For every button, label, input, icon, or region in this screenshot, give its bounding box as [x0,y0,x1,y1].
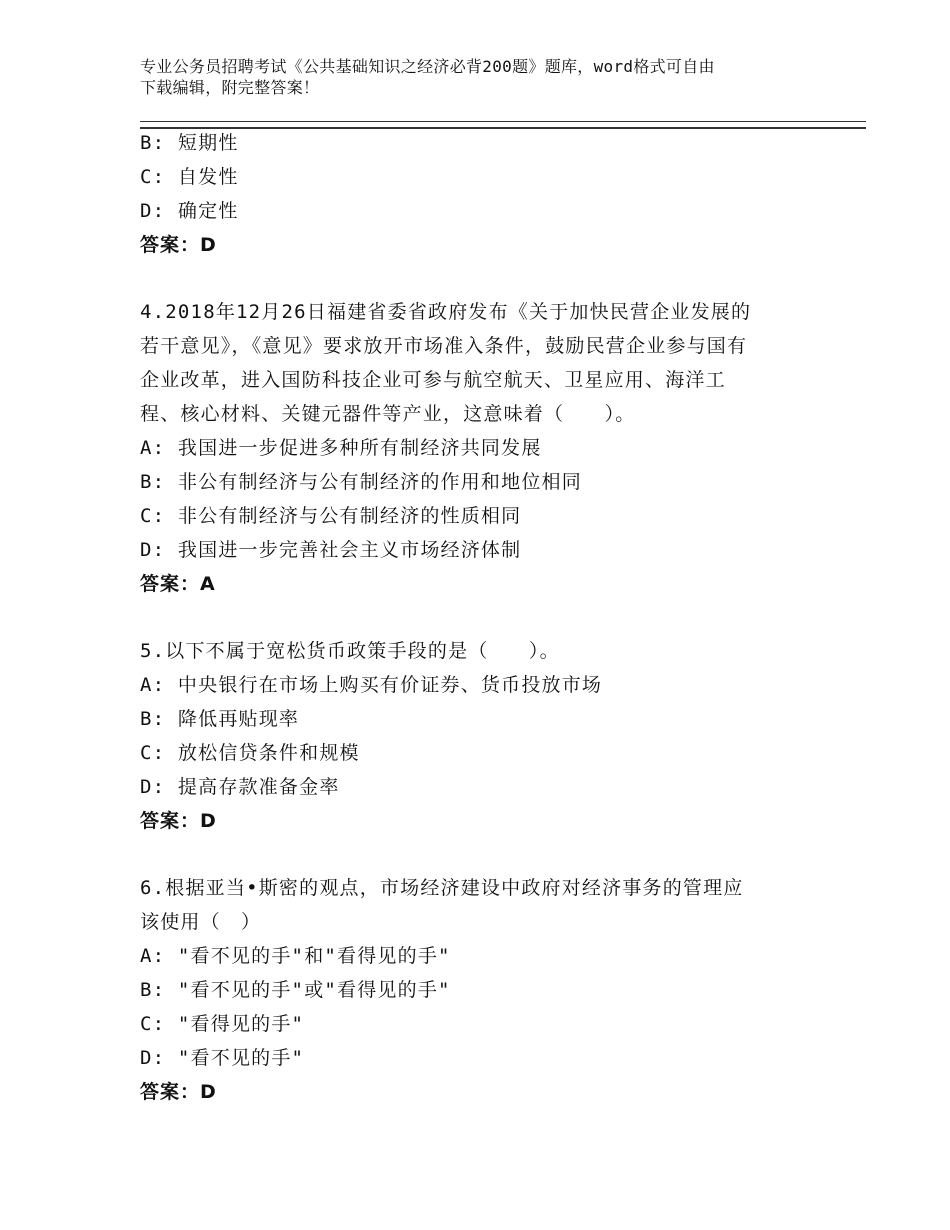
q6-option-b: B: "看不见的手"或"看得见的手" [140,979,451,1001]
page-header [140,56,820,98]
q4-option-a: A: 我国进一步促进多种所有制经济共同发展 [140,437,542,459]
question-5 [140,634,840,838]
q6-stem-line-1: 6.根据亚当•斯密的观点，市场经济建设中政府对经济事务的管理应 [140,877,744,899]
header-line-1: 专业公务员招聘考试《公共基础知识之经济必背200题》题库，word格式可自由 [140,57,715,76]
q6-stem-line-2: 该使用（ ） [140,911,262,933]
question-3 [140,126,840,262]
q4-stem-line-2: 若干意见》，《意见》要求放开市场准入条件，鼓励民营企业参与国有 [140,335,748,357]
q6-answer: 答案：D [140,1081,217,1103]
q5-option-a: A: 中央银行在市场上购买有价证券、货币投放市场 [140,674,603,696]
q4-option-d: D: 我国进一步完善社会主义市场经济体制 [140,539,522,561]
spacer [140,601,840,634]
q6-option-d: D: "看不见的手" [140,1047,305,1069]
q6-option-c: C: "看得见的手" [140,1013,305,1035]
q5-option-b: B: 降低再贴现率 [140,708,300,730]
q4-stem-line-1: 4.2018年12月26日福建省委省政府发布《关于加快民营企业发展的 [140,301,752,323]
question-6 [140,871,840,1109]
q4-stem-line-4: 程、核心材料、关键元器件等产业，这意味着（ ）。 [140,403,636,425]
header-line-2: 下载编辑，附完整答案！ [140,78,320,97]
spacer [140,838,840,871]
q4-option-c: C: 非公有制经济与公有制经济的性质相同 [140,505,522,527]
q4-option-b: B: 非公有制经济与公有制经济的作用和地位相同 [140,471,582,493]
q5-option-d: D: 提高存款准备金率 [140,776,340,798]
q5-answer: 答案：D [140,810,217,832]
q6-option-a: A: "看不见的手"和"看得见的手" [140,945,451,967]
q3-option-d: D: 确定性 [140,200,239,222]
q5-stem-line-1: 5.以下不属于宽松货币政策手段的是（ ）。 [140,640,560,662]
q3-option-c: C: 自发性 [140,166,239,188]
q3-answer: 答案：D [140,234,217,256]
question-content [140,126,840,1109]
q5-option-c: C: 放松信贷条件和规模 [140,742,360,764]
q4-answer: 答案：A [140,573,216,595]
spacer [140,262,840,295]
q4-stem-line-3: 企业改革，进入国防科技企业可参与航空航天、卫星应用、海洋工 [140,369,726,391]
q3-option-b: B: 短期性 [140,132,239,154]
question-4 [140,295,840,601]
